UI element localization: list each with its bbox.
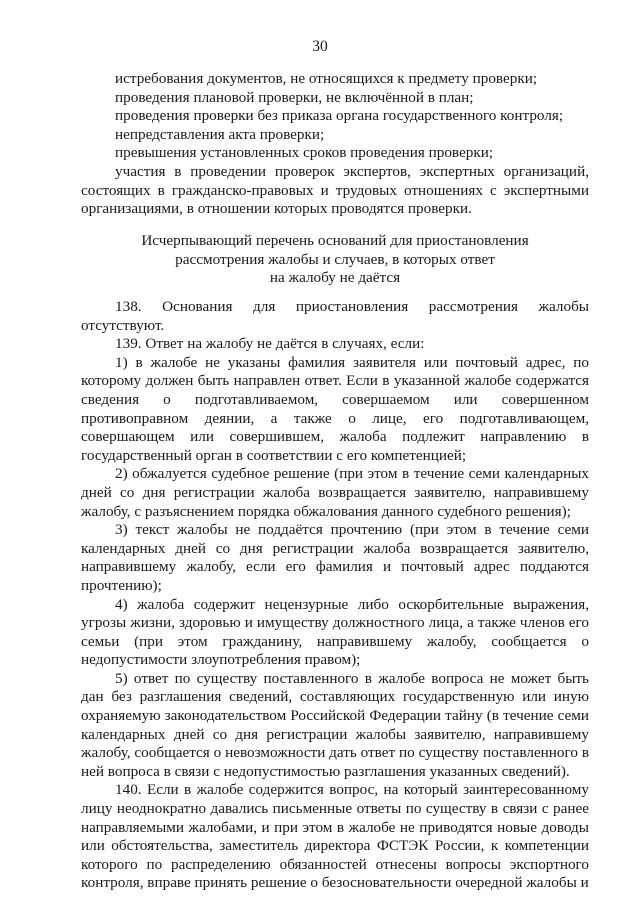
top-paragraphs — [81, 70, 589, 219]
paragraph-140: 140. Если в жалобе содержится вопрос, на который заинтересованному лицу неоднократно давались письменные ответы по существу в связи с ранее направляемыми жалобами, и при этом в жалобе не приводятся новые доводы или обстоятельства, заместитель директора ФСТЭК России, к компетенции которого по распределению обязанностей отнесены вопросы экспортного контроля, вправе принять решение о безосновательности очередной жалобы и — [81, 781, 589, 892]
list-item-5: 5) ответ по существу поставленного в жалобе вопроса не может быть дан без разглашения сведений, составляющих государственную или иную охраняемую законодательством Российской Федерации тайну (в течение семи календарных дней со дня регистрации жалобы заявителю, направившему жалобу, сообщается о невозможности дать ответ по существу поставленного в ней вопроса в связи с недопустимостью разглашения указанных сведений). — [81, 669, 589, 780]
list-item-4: 4) жалоба содержит нецензурные либо оскорбительные выражения, угрозы жизни, здоровью и имуществу должностного лица, а также членов его семьи (при этом гражданину, направившему жалобу, сообщается о недопустимости злоупотребления правом); — [81, 595, 589, 669]
list-item-3: 3) текст жалобы не поддаётся прочтению (при этом в течение семи календарных дней со дня регистрации жалоба возвращается заявителю, направившему жалобу, если его фамилия и почтовый адрес поддаются прочтению); — [81, 521, 589, 594]
list-item-2: 2) обжалуется судебное решение (при этом в течение семи календарных дней со дня регистрации жалоба возвращается заявителю, направившему жалобу, с разъяснением порядка обжалования данного судебного решения); — [81, 465, 589, 520]
heading-line: рассмотрения жалобы и случаев, в которых ответ — [175, 250, 495, 268]
page-number: 30 — [312, 38, 328, 55]
heading-line: на жалобу не даётся — [269, 269, 401, 287]
paragraph: проведения плановой проверки, не включённой в план; — [115, 88, 474, 106]
paragraph-138: 138. Основания для приостановления рассмотрения жалобы отсутствуют. — [81, 298, 589, 334]
heading-line: Исчерпывающий перечень оснований для приостановления — [141, 232, 529, 249]
paragraph-139: 139. Ответ на жалобу не даётся в случаях, если: — [115, 335, 425, 353]
main-paragraphs — [81, 298, 589, 893]
paragraph: участия в проведении проверок экспертов, экспертных организаций, состоящих в гражданско-правовых и трудовых отношениях с экспертными организациями, в отношении которых проводятся проверки. — [81, 162, 589, 218]
paragraph: проведения проверки без приказа органа государственного контроля; — [115, 107, 564, 125]
paragraph: непредставления акта проверки; — [115, 125, 325, 143]
section-heading — [81, 232, 589, 288]
paragraph: истребования документов, не относящихся к предмету проверки; — [115, 70, 538, 87]
list-item-1: 1) в жалобе не указаны фамилия заявителя или почтовый адрес, по которому должен быть направлен ответ. Если в указанной жалобе содержатся сведения о подготавливаемом, совершаемом или совершенном противоправном деянии, а также о лице, его подготавливающем, совершающем или совершившем, жалоба подлежит направлению в государственный орган в соответствии с его компетенцией; — [81, 353, 589, 464]
paragraph: превышения установленных сроков проведения проверки; — [115, 144, 494, 162]
